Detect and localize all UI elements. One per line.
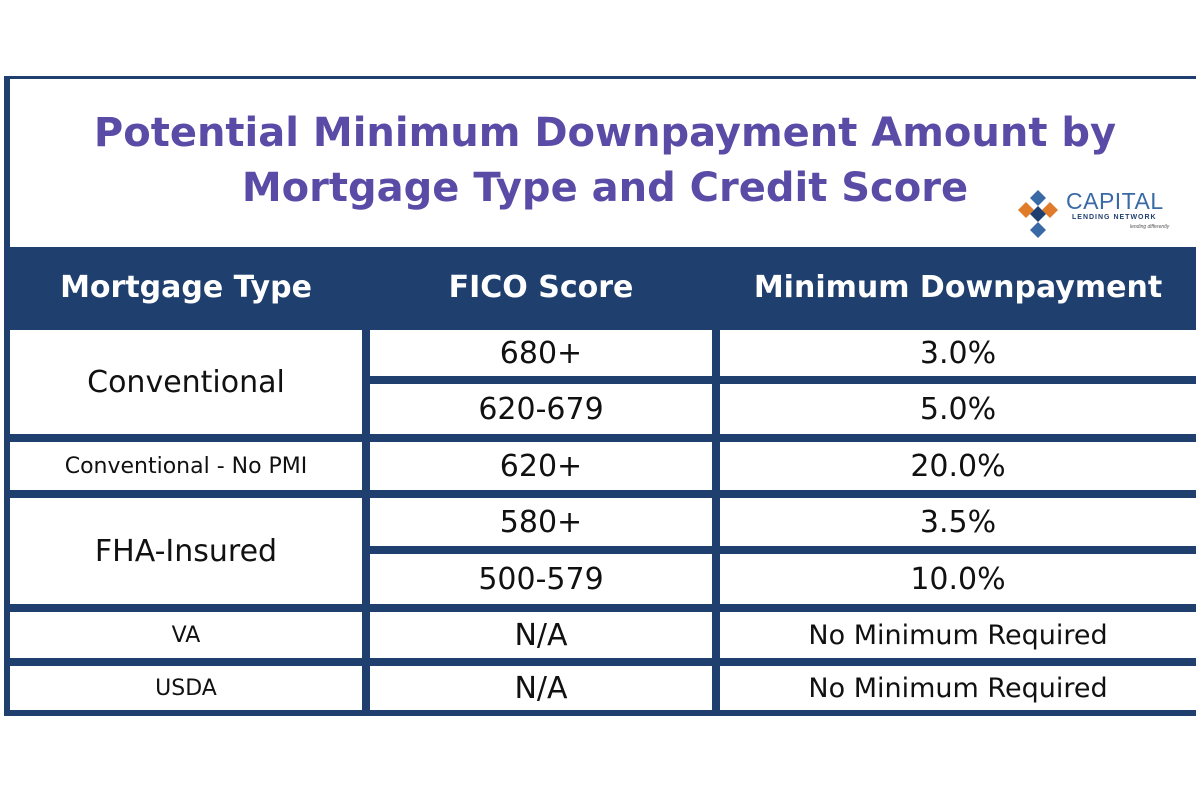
table-cell-mortgage-type: VA: [10, 612, 362, 658]
table-cell-mortgage-type: Conventional - No PMI: [10, 442, 362, 490]
logo-subtitle: LENDING NETWORK: [1072, 214, 1157, 221]
header-mortgage-type: Mortgage Type: [60, 269, 312, 305]
table-cell-downpayment: 20.0%: [720, 442, 1196, 490]
table-cell-mortgage-type: USDA: [10, 666, 362, 710]
logo-name: CAPITAL: [1066, 188, 1164, 214]
title-box: [10, 79, 1200, 247]
header-min-downpayment: Minimum Downpayment: [753, 269, 1163, 305]
table-cell-fico: 620+: [370, 442, 712, 490]
table-cell-downpayment: 10.0%: [720, 554, 1196, 604]
header-fico-score: FICO Score: [448, 269, 634, 305]
table-cell-downpayment: 5.0%: [720, 384, 1196, 434]
capital-lending-logo: [1010, 182, 1180, 238]
downpayment-table-frame: [4, 76, 1196, 716]
table-cell-fico: N/A: [370, 666, 712, 710]
table-cell-downpayment: No Minimum Required: [720, 612, 1196, 658]
logo-tagline: lending differently: [1130, 224, 1170, 230]
table-cell-fico: 580+: [370, 498, 712, 546]
table-cell-downpayment: 3.0%: [720, 330, 1196, 376]
diamond-logo-icon: [1010, 184, 1066, 240]
table-cell-downpayment: 3.5%: [720, 498, 1196, 546]
table-cell-mortgage-type: Conventional: [10, 330, 362, 434]
page-title: Potential Minimum Downpayment Amount by Mortgage Type and Credit Score: [93, 110, 1117, 211]
table-cell-mortgage-type: FHA-Insured: [10, 498, 362, 604]
table-cell-downpayment: No Minimum Required: [720, 666, 1196, 710]
table-cell-fico: 500-579: [370, 554, 712, 604]
table-cell-fico: 620-679: [370, 384, 712, 434]
table-cell-fico: N/A: [370, 612, 712, 658]
table-cell-fico: 680+: [370, 330, 712, 376]
